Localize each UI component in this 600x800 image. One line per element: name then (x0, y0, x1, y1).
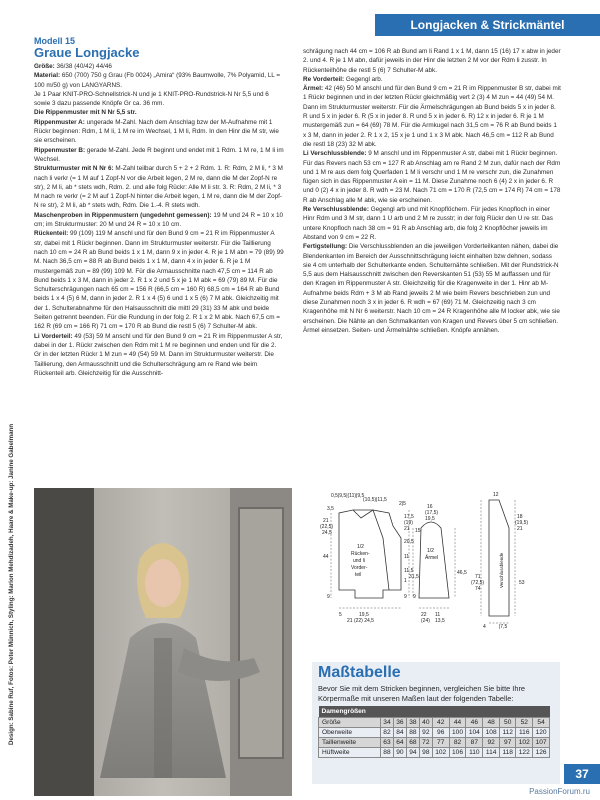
size-table-intro: Bevor Sie mit dem Stricken beginnen, vergleichen Sie bitte Ihre Körpermaße mit unseren Maßen laut der folgenden Tabelle: (318, 684, 526, 703)
m-side: 3,5 (327, 506, 334, 512)
gauge: Maschenproben in Rippenmustern (ungedehnt gemessen): 19 M und 24 R = 10 x 10 cm; im Strukturmuster: 20 M und 24 R = 10 x 10 cm. (34, 211, 284, 229)
pl-18: 18 (517, 514, 523, 520)
sleeve-l2: Ärmel (425, 555, 439, 561)
article-left-column (34, 36, 284, 378)
m-44: 44 (323, 554, 329, 560)
continued-text: schrägung nach 44 cm = 106 R ab Bund am li Rand 1 x 1 M, dann 15 (16) 17 x abw in jeder 2. und 4. R je 1 M abn, dafür jeweils in der Hinr die letzten 2 M vor der Rdm li zusstr. In Rückenteilhöhe die restl 5 (6) 7 Schulter-M abk. (303, 48, 561, 74)
m-24-5: 24,5 (322, 530, 332, 536)
m-top: 0,5|9,5|(11)|9,5 (331, 493, 365, 499)
m-21-right: 21 (404, 526, 410, 532)
pl-74: 74 (475, 586, 481, 592)
m-bot3: 5 (339, 612, 342, 618)
pl-b: |7,5 (499, 624, 508, 630)
front-l2: Rücken- (351, 551, 370, 557)
front-l4: Vorder- (351, 565, 368, 571)
table-row: Hüftweite 88 90 94 98 102 106 110 114 118 122 126 (319, 748, 550, 758)
sleeve: Ärmel: 42 (46) 50 M anschl und für den Bund 9 cm = 21 R im Rippenmuster B str, dabei mit 1 Rückr beginnen und in der letzten Rückr gleichmäßig vert 2 (3) 4 M zun = 44 (49) 54 M. Dann im Strukturmuster weiterstr. Für die Ärmelschrägungen ab Bund beids 5 x in jeder 8. R und 5 x in jeder 6. R (5 x in jeder 8. R und 5 x in jeder 6. R) 12 x in jeder 6. R je 1 M mustergemäß zun = 64 (69) 78 M. Für die Armkugel nach 31,5 cm = 76 R ab Bund beids 1 x 3 M, dann in jeder 2. R 1 x 2, 15 x je 1 und 1 x 3 M abk. Nach 46,5 cm = 112 R ab Bund die restl 18 (23) 32 M abk. (303, 85, 561, 148)
sl-16: 16 (427, 504, 433, 510)
placket-label: Verschlussblende (499, 552, 504, 588)
size-table-header: Damengrößen (319, 706, 550, 718)
front-l1: 1/2 (357, 544, 364, 550)
m-bot2: 21 (22) 24,5 (347, 618, 374, 624)
pl-12: 12 (493, 492, 499, 498)
rib-a: Rippenmuster A: ungerade M-Zahl. Nach dem Anschlag bzw der M-Aufnahme mit 1 Rückr beginnen: Rdm, 1 M li, 1 M re im Wechsel, 1 M li, Rdm. In den Hinr die M str, wie sie erscheinen. (34, 118, 279, 145)
page-number: 37 (564, 764, 600, 784)
pl-72-5: (72,5) (471, 580, 485, 586)
m-9b: 9 (404, 594, 407, 600)
m-top2: (10,5)|11,5 (363, 497, 387, 503)
pl-19-5: (19,5) (515, 520, 529, 526)
m-11: 11 (404, 554, 410, 560)
material-line: Material: 650 (700) 750 g Grau (Fb 0024) „Amira“ (93% Baumwolle, 7% Polyamid, LL = 100 m/50 g) von LANGYARNS. (34, 72, 281, 89)
sl-b2: 11 (435, 612, 441, 618)
front-left: Li Vorderteil: 49 (53) 59 M anschl und für den Bund 9 cm = 21 R im Rippenmuster A str, dabei in der 1. Rückr zwischen den Rdm mit 1 M re beginnen und enden und für die 2. Gr in der letzten Rückr 1 M zun = 49 (54) 59 M. Dann im Strukturmuster weiterstr. Die Taillierung, den Armausschnitt und die Schulterschrägung am re Rand wie beim Rückenteil arb. Gleichzeitig für die Ausschnitt- (34, 332, 283, 377)
pl-53: 53 (519, 580, 525, 586)
sl-b4: 13,5 (435, 618, 445, 624)
back-piece: Rückenteil: 99 (109) 119 M anschl und für den Bund 9 cm = 21 R im Rippenmuster A str, dabei mit 1 Rückr beginnen. Dann im Strukturmuster weiterstr. Für die Taillierung nach 10 cm = 24 R ab Bund beids 1 x 1 M, dann 9 x in jeder 4. R je 1 M abn = 79 (89) 99 M. Nach 36,5 cm = 88 R ab Bund beids 1 x 1 M, dann 4 x in jeder 6. R je 1 M mustergemäß zun = 89 (99) 109 M. Für die Armausschnitte nach 47,5 cm = 114 R ab Bund beids 1 x 3 M, dann in jeder 2. R 1 x 2 und 5 x je 1 M abk = 69 (79) 89 M. Für die Schulterschrägungen nach 65 cm = 156 R (66,5 cm = 160 R) 68,5 cm = 164 R ab Bund beids 1 x 4 (5) 6 M, dann in jeder 2. R 1 x 4 (5) 6 und 1 x 5 (6) 7 M abk. Gleichzeitig mit der 1. Schulterabnahme für den Halsausschnitt die mittl 29 (31) 33 M abk und beide Seiten getrennt beenden. Für die Rundung in der folg 2. R 1 x 2 M abk. Nach 67,5 cm = 162 R (69 cm = 166 R) 71 cm = 170 R ab Bund die restl 5 (6) 7 Schulter-M abk. (34, 230, 284, 331)
size-table-title: Maßtabelle (318, 664, 401, 681)
sl-46-5: 46,5 (457, 570, 467, 576)
sl-9: 9 (413, 594, 416, 600)
front-l5: teil (355, 572, 362, 578)
front-right: Re Vorderteil: Gegengl arb. (303, 75, 383, 83)
placket-left: Li Verschlussblende: 9 M anschl und im Rippenmuster A str, dabei mit 1 Rückr beginnen. Für das Revers nach 53 cm = 127 R ab Anschlag am re Rand 2 M zun, dafür nach der Rdm und 1 M re aus dem folg Querfaden 1 M li verschr und 1 M re verschr zun, die Zunahmen fügen sich in das Rippenmuster A ein = 11 M. Diese Zunahme noch 6 (4) 2 x in jeder 6. R und 0 (2) 4 x in jeder 8. R wdh = 23 M. Nach 71 cm = 170 R (72,5 cm = 174 R) 74 cm = 178 R ab Anschlag alle M abk, wie sie erscheinen. (303, 150, 561, 204)
sl-31-5: 31,5 (409, 574, 419, 580)
placket-right: Re Verschlussblende: Gegengl arb und mit Knopflöchern. Für jedes Knopfloch in einer Hinr Rdm und 3 M str, dann 1 U arb und 2 M re zusstr; in der folg Rückr den U re str. Das untere Knopfloch nach 38 cm = 91 R ab Anschlag arb, die folg 2 Knopflöcher jeweils im Abstand von 9 cm = 22 R. (303, 206, 553, 241)
sl-17-5: (17,5) (425, 510, 439, 516)
sl-15: 15 (415, 528, 421, 534)
needles-line: Je 1 Paar KNIT-PRO-Schnellstrick-N und je 1 KNIT-PRO-Rundstrick-N Nr 5,5 und 6 sowie 3 dazu passende Knöpfe Gr ca. 36 mm. (34, 90, 269, 108)
table-row: Größe 34 36 38 40 42 44 46 48 50 52 54 (319, 718, 550, 728)
m-17-5: 17,5 (404, 514, 414, 520)
m-1: 1 (404, 578, 407, 584)
sl-19-5: 19,5 (425, 516, 435, 522)
pl-4: 4 (483, 624, 486, 630)
m-21: 21 (323, 518, 329, 524)
rib-b: Rippenmuster B: gerade M-Zahl. Jede R beginnt und endet mit 1 Rdm. 1 M re, 1 M li im Wechsel. (34, 146, 284, 163)
photo-credit: Design: Sabine Ruf, Fotos: Peter Münnich, Styling: Marion Mehdizadeh, Haare & Make-up: Janine Gabelmann (8, 423, 15, 745)
model-photo (34, 488, 292, 796)
sl-b1: 22 (421, 612, 427, 618)
watermark: PassionForum.ru (529, 787, 590, 796)
schematic-diagram (303, 488, 561, 663)
pl-21: 21 (517, 526, 523, 532)
m-9: 9 (327, 594, 330, 600)
table-row: Taillenweite 63 64 68 72 77 82 87 92 97 102 107 (319, 738, 550, 748)
struct-pattern: Strukturmuster mit N Nr 6: M-Zahl teilbar durch 5 + 2 + 2 Rdm. 1. R: Rdm, 2 M li, * 3 M nach li verkr (= 1 M auf 1 Zopf-N vor die Arbeit legen, 2 M re, dann die M der Zopf-N re str), 2 M li, ab * stets wdh, Rdm. 2. und alle folg Rückr: Alle M li str. 3. R: Rdm, 2 M li, * 3 M nach re verkr (= 2 M auf 1 Zopf-N hinter die Arbeit legen, 1 M re, dann die M der Zopf-N re str), 2 M li, ab * stets wdh, Rdm. Die 1.-4. R stets wdh. (34, 165, 283, 210)
size-line: Größe: 36/38 (40/42) 44/46 (34, 63, 112, 70)
m-bot1: 19,5 (359, 612, 369, 618)
m-19: (19) (404, 520, 413, 526)
rib-heading: Die Rippenmuster mit N Nr 5,5 str. (34, 109, 137, 117)
finishing: Fertigstellung: Die Verschlussblenden an die jeweiligen Vorderteilkanten nähen, dabei die Blendenkanten im Bereich der Ausschnittschrägung leicht einhalten bzw dehnen, sodass sie 4 cm unterhalb der Schulterkante enden. Schulternähte schließen. Mit der Rundstrick-N 5,5 aus dem Halsausschnitt zwischen den Reverskanten 51 (53) 55 M auffassen und für den Kragen im Rippenmuster A str. Gleichzeitig für die Kragenweite in der 1. Hinr ab M-Aufnahme beids Rdm + 3 M ab Rand jeweils 2 M wie beim Revers beschrieben zun und diese Zunahmen noch 3 x in jeder 6. R wdh = 67 (69) 71 M. Gleichzeitig nach 3 cm Kragenhöhe mit N Nr 6 weiterstr. Nach 10 cm = 24 R Kragenhöhe alle M locker abk, wie sie erscheinen. Die Nähte an den Schmalkanten von Kragen und Revers über 5 cm schließen. Ärmel einsetzen. Seiten- und Ärmelnähte schließen. Knöpfe annähen. (303, 243, 560, 334)
sleeve-l1: 1/2 (427, 548, 434, 554)
m-top3: 2|5 (399, 501, 406, 507)
article-right-column (303, 47, 561, 335)
m-11-5: 11,5 (404, 568, 414, 574)
section-header: Longjacken & Strickmäntel (375, 14, 600, 36)
table-row: Oberweite 82 84 88 92 96 100 104 108 112 116 120 (319, 728, 550, 738)
m-22-5: (22,5) (320, 524, 334, 530)
pl-71: 71 (475, 574, 481, 580)
model-label: Modell 15 (34, 36, 76, 46)
model-title: Graue Longjacke (34, 45, 140, 60)
size-table (318, 706, 550, 758)
m-20-5: 20,5 (404, 539, 414, 545)
front-l3: und li (353, 558, 365, 564)
sl-b3: (24) (421, 618, 430, 624)
